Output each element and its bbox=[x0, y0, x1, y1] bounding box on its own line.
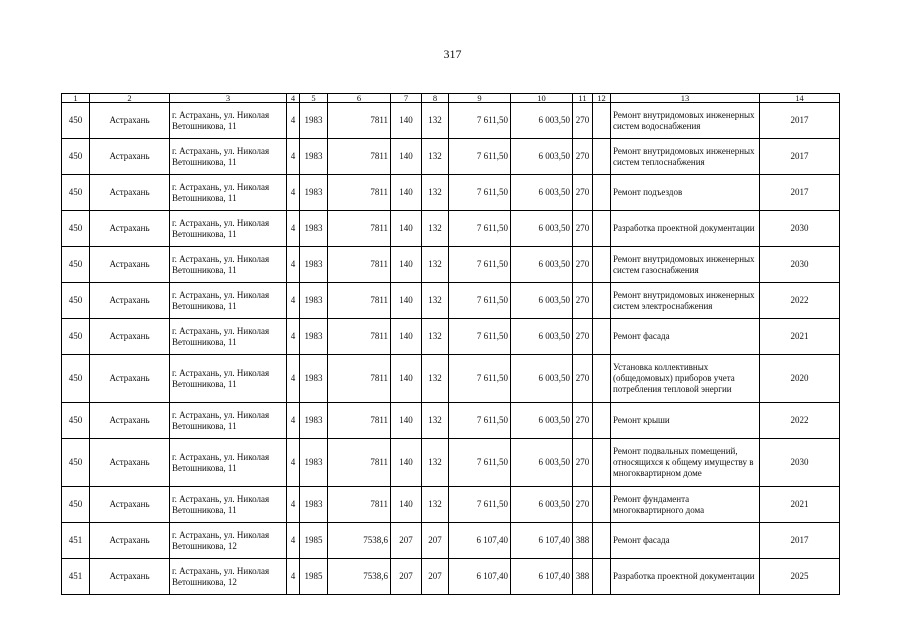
column-8-cell: 132 bbox=[422, 487, 449, 523]
address-cell: г. Астрахань, ул. Николая Ветошникова, 11 bbox=[170, 403, 287, 439]
work-type-cell: Ремонт фасада bbox=[611, 523, 760, 559]
table-row bbox=[62, 283, 840, 319]
row-number-cell: 450 bbox=[62, 283, 90, 319]
column-9-cell: 7 611,50 bbox=[449, 487, 511, 523]
row-number-cell: 450 bbox=[62, 139, 90, 175]
address-cell: г. Астрахань, ул. Николая Ветошникова, 11 bbox=[170, 247, 287, 283]
column-12-cell bbox=[593, 559, 611, 595]
work-type-cell: Установка коллективных (общедомовых) приборов учета потребления тепловой энергии bbox=[611, 355, 760, 403]
floors-cell: 4 bbox=[287, 559, 300, 595]
city-cell: Астрахань bbox=[90, 283, 170, 319]
area-cell: 7811 bbox=[328, 355, 391, 403]
column-11-cell: 270 bbox=[573, 175, 593, 211]
column-10-cell: 6 107,40 bbox=[511, 523, 573, 559]
year-cell: 1983 bbox=[300, 139, 328, 175]
year-cell: 1983 bbox=[300, 175, 328, 211]
column-7-cell: 140 bbox=[391, 175, 422, 211]
column-7-cell: 140 bbox=[391, 139, 422, 175]
plan-year-cell: 2025 bbox=[760, 559, 840, 595]
floors-cell: 4 bbox=[287, 403, 300, 439]
column-10-cell: 6 107,40 bbox=[511, 559, 573, 595]
column-12-cell bbox=[593, 103, 611, 139]
column-number: 4 bbox=[287, 94, 300, 103]
column-8-cell: 132 bbox=[422, 103, 449, 139]
city-cell: Астрахань bbox=[90, 319, 170, 355]
column-number: 8 bbox=[422, 94, 449, 103]
address-cell: г. Астрахань, ул. Николая Ветошникова, 12 bbox=[170, 523, 287, 559]
plan-year-cell: 2022 bbox=[760, 283, 840, 319]
column-number: 3 bbox=[170, 94, 287, 103]
area-cell: 7538,6 bbox=[328, 523, 391, 559]
column-8-cell: 207 bbox=[422, 559, 449, 595]
column-10-cell: 6 003,50 bbox=[511, 103, 573, 139]
column-12-cell bbox=[593, 523, 611, 559]
column-8-cell: 132 bbox=[422, 211, 449, 247]
row-number-cell: 450 bbox=[62, 175, 90, 211]
address-cell: г. Астрахань, ул. Николая Ветошникова, 11 bbox=[170, 139, 287, 175]
work-type-cell: Ремонт внутридомовых инженерных систем газоснабжения bbox=[611, 247, 760, 283]
column-number: 12 bbox=[593, 94, 611, 103]
column-11-cell: 270 bbox=[573, 319, 593, 355]
column-number: 7 bbox=[391, 94, 422, 103]
city-cell: Астрахань bbox=[90, 211, 170, 247]
year-cell: 1983 bbox=[300, 355, 328, 403]
work-type-cell: Ремонт подвальных помещений, относящихся к общему имуществу в многоквартирном доме bbox=[611, 439, 760, 487]
plan-year-cell: 2030 bbox=[760, 247, 840, 283]
column-9-cell: 6 107,40 bbox=[449, 559, 511, 595]
year-cell: 1985 bbox=[300, 523, 328, 559]
work-type-cell: Ремонт фасада bbox=[611, 319, 760, 355]
table-row bbox=[62, 439, 840, 487]
floors-cell: 4 bbox=[287, 103, 300, 139]
address-cell: г. Астрахань, ул. Николая Ветошникова, 11 bbox=[170, 319, 287, 355]
floors-cell: 4 bbox=[287, 211, 300, 247]
column-12-cell bbox=[593, 355, 611, 403]
table-row bbox=[62, 175, 840, 211]
year-cell: 1983 bbox=[300, 403, 328, 439]
table-row bbox=[62, 319, 840, 355]
plan-year-cell: 2030 bbox=[760, 211, 840, 247]
work-type-cell: Разработка проектной документации bbox=[611, 559, 760, 595]
column-11-cell: 270 bbox=[573, 139, 593, 175]
address-cell: г. Астрахань, ул. Николая Ветошникова, 12 bbox=[170, 559, 287, 595]
table-row bbox=[62, 487, 840, 523]
column-12-cell bbox=[593, 139, 611, 175]
column-11-cell: 270 bbox=[573, 355, 593, 403]
year-cell: 1983 bbox=[300, 247, 328, 283]
city-cell: Астрахань bbox=[90, 103, 170, 139]
city-cell: Астрахань bbox=[90, 175, 170, 211]
row-number-cell: 450 bbox=[62, 247, 90, 283]
column-9-cell: 7 611,50 bbox=[449, 355, 511, 403]
area-cell: 7811 bbox=[328, 439, 391, 487]
column-8-cell: 207 bbox=[422, 523, 449, 559]
column-12-cell bbox=[593, 487, 611, 523]
area-cell: 7811 bbox=[328, 103, 391, 139]
table-row bbox=[62, 559, 840, 595]
column-8-cell: 132 bbox=[422, 355, 449, 403]
area-cell: 7811 bbox=[328, 139, 391, 175]
table-body bbox=[62, 103, 840, 595]
column-7-cell: 140 bbox=[391, 103, 422, 139]
work-type-cell: Ремонт фундамента многоквартирного дома bbox=[611, 487, 760, 523]
column-12-cell bbox=[593, 211, 611, 247]
plan-year-cell: 2017 bbox=[760, 103, 840, 139]
row-number-cell: 450 bbox=[62, 103, 90, 139]
area-cell: 7811 bbox=[328, 283, 391, 319]
year-cell: 1983 bbox=[300, 283, 328, 319]
row-number-cell: 450 bbox=[62, 211, 90, 247]
column-9-cell: 7 611,50 bbox=[449, 103, 511, 139]
column-number: 10 bbox=[511, 94, 573, 103]
table-row bbox=[62, 247, 840, 283]
column-8-cell: 132 bbox=[422, 175, 449, 211]
column-number: 13 bbox=[611, 94, 760, 103]
area-cell: 7811 bbox=[328, 175, 391, 211]
column-number: 9 bbox=[449, 94, 511, 103]
column-10-cell: 6 003,50 bbox=[511, 139, 573, 175]
floors-cell: 4 bbox=[287, 439, 300, 487]
column-8-cell: 132 bbox=[422, 247, 449, 283]
column-number: 2 bbox=[90, 94, 170, 103]
table-row bbox=[62, 103, 840, 139]
column-number: 14 bbox=[760, 94, 840, 103]
floors-cell: 4 bbox=[287, 247, 300, 283]
work-type-cell: Разработка проектной документации bbox=[611, 211, 760, 247]
column-8-cell: 132 bbox=[422, 283, 449, 319]
plan-year-cell: 2017 bbox=[760, 175, 840, 211]
work-type-cell: Ремонт внутридомовых инженерных систем электроснабжения bbox=[611, 283, 760, 319]
address-cell: г. Астрахань, ул. Николая Ветошникова, 11 bbox=[170, 487, 287, 523]
year-cell: 1983 bbox=[300, 439, 328, 487]
column-number: 6 bbox=[328, 94, 391, 103]
row-number-cell: 450 bbox=[62, 355, 90, 403]
year-cell: 1983 bbox=[300, 211, 328, 247]
column-7-cell: 140 bbox=[391, 439, 422, 487]
column-10-cell: 6 003,50 bbox=[511, 283, 573, 319]
column-12-cell bbox=[593, 175, 611, 211]
floors-cell: 4 bbox=[287, 355, 300, 403]
year-cell: 1983 bbox=[300, 487, 328, 523]
column-11-cell: 270 bbox=[573, 247, 593, 283]
city-cell: Астрахань bbox=[90, 139, 170, 175]
city-cell: Астрахань bbox=[90, 439, 170, 487]
floors-cell: 4 bbox=[287, 319, 300, 355]
plan-year-cell: 2020 bbox=[760, 355, 840, 403]
address-cell: г. Астрахань, ул. Николая Ветошникова, 11 bbox=[170, 175, 287, 211]
table-row bbox=[62, 211, 840, 247]
column-8-cell: 132 bbox=[422, 139, 449, 175]
column-number: 5 bbox=[300, 94, 328, 103]
column-11-cell: 270 bbox=[573, 283, 593, 319]
column-8-cell: 132 bbox=[422, 319, 449, 355]
column-8-cell: 132 bbox=[422, 403, 449, 439]
plan-year-cell: 2021 bbox=[760, 319, 840, 355]
address-cell: г. Астрахань, ул. Николая Ветошникова, 11 bbox=[170, 283, 287, 319]
floors-cell: 4 bbox=[287, 523, 300, 559]
column-7-cell: 140 bbox=[391, 211, 422, 247]
area-cell: 7811 bbox=[328, 487, 391, 523]
area-cell: 7811 bbox=[328, 319, 391, 355]
column-9-cell: 7 611,50 bbox=[449, 403, 511, 439]
work-type-cell: Ремонт внутридомовых инженерных систем водоснабжения bbox=[611, 103, 760, 139]
plan-year-cell: 2021 bbox=[760, 487, 840, 523]
page-number: 317 bbox=[443, 47, 462, 61]
city-cell: Астрахань bbox=[90, 247, 170, 283]
address-cell: г. Астрахань, ул. Николая Ветошникова, 11 bbox=[170, 103, 287, 139]
column-7-cell: 207 bbox=[391, 523, 422, 559]
column-7-cell: 140 bbox=[391, 403, 422, 439]
column-10-cell: 6 003,50 bbox=[511, 211, 573, 247]
row-number-cell: 450 bbox=[62, 319, 90, 355]
column-7-cell: 207 bbox=[391, 559, 422, 595]
floors-cell: 4 bbox=[287, 139, 300, 175]
plan-year-cell: 2017 bbox=[760, 139, 840, 175]
column-11-cell: 388 bbox=[573, 523, 593, 559]
city-cell: Астрахань bbox=[90, 487, 170, 523]
row-number-cell: 451 bbox=[62, 523, 90, 559]
capital-repair-table bbox=[61, 93, 840, 595]
row-number-cell: 451 bbox=[62, 559, 90, 595]
column-11-cell: 270 bbox=[573, 487, 593, 523]
column-11-cell: 270 bbox=[573, 403, 593, 439]
work-type-cell: Ремонт подъездов bbox=[611, 175, 760, 211]
column-12-cell bbox=[593, 403, 611, 439]
floors-cell: 4 bbox=[287, 175, 300, 211]
column-11-cell: 270 bbox=[573, 439, 593, 487]
table-row bbox=[62, 355, 840, 403]
table-row bbox=[62, 523, 840, 559]
column-8-cell: 132 bbox=[422, 439, 449, 487]
plan-year-cell: 2030 bbox=[760, 439, 840, 487]
area-cell: 7811 bbox=[328, 403, 391, 439]
column-9-cell: 7 611,50 bbox=[449, 319, 511, 355]
table-row bbox=[62, 139, 840, 175]
column-10-cell: 6 003,50 bbox=[511, 403, 573, 439]
plan-year-cell: 2017 bbox=[760, 523, 840, 559]
column-9-cell: 7 611,50 bbox=[449, 139, 511, 175]
column-number: 11 bbox=[573, 94, 593, 103]
work-type-cell: Ремонт крыши bbox=[611, 403, 760, 439]
column-12-cell bbox=[593, 319, 611, 355]
area-cell: 7538,6 bbox=[328, 559, 391, 595]
column-9-cell: 7 611,50 bbox=[449, 283, 511, 319]
column-11-cell: 270 bbox=[573, 211, 593, 247]
address-cell: г. Астрахань, ул. Николая Ветошникова, 11 bbox=[170, 439, 287, 487]
column-9-cell: 7 611,50 bbox=[449, 175, 511, 211]
column-9-cell: 6 107,40 bbox=[449, 523, 511, 559]
column-10-cell: 6 003,50 bbox=[511, 247, 573, 283]
column-7-cell: 140 bbox=[391, 355, 422, 403]
column-12-cell bbox=[593, 283, 611, 319]
city-cell: Астрахань bbox=[90, 355, 170, 403]
row-number-cell: 450 bbox=[62, 487, 90, 523]
column-12-cell bbox=[593, 247, 611, 283]
column-7-cell: 140 bbox=[391, 247, 422, 283]
column-11-cell: 270 bbox=[573, 103, 593, 139]
column-9-cell: 7 611,50 bbox=[449, 439, 511, 487]
column-11-cell: 388 bbox=[573, 559, 593, 595]
year-cell: 1985 bbox=[300, 559, 328, 595]
address-cell: г. Астрахань, ул. Николая Ветошникова, 11 bbox=[170, 355, 287, 403]
column-number: 1 bbox=[62, 94, 90, 103]
floors-cell: 4 bbox=[287, 487, 300, 523]
work-type-cell: Ремонт внутридомовых инженерных систем теплоснабжения bbox=[611, 139, 760, 175]
column-10-cell: 6 003,50 bbox=[511, 439, 573, 487]
column-7-cell: 140 bbox=[391, 283, 422, 319]
plan-year-cell: 2022 bbox=[760, 403, 840, 439]
column-9-cell: 7 611,50 bbox=[449, 211, 511, 247]
column-9-cell: 7 611,50 bbox=[449, 247, 511, 283]
column-number-row bbox=[62, 94, 840, 103]
column-10-cell: 6 003,50 bbox=[511, 175, 573, 211]
floors-cell: 4 bbox=[287, 283, 300, 319]
table-row bbox=[62, 403, 840, 439]
column-7-cell: 140 bbox=[391, 487, 422, 523]
year-cell: 1983 bbox=[300, 103, 328, 139]
row-number-cell: 450 bbox=[62, 439, 90, 487]
city-cell: Астрахань bbox=[90, 403, 170, 439]
year-cell: 1983 bbox=[300, 319, 328, 355]
column-7-cell: 140 bbox=[391, 319, 422, 355]
area-cell: 7811 bbox=[328, 247, 391, 283]
column-10-cell: 6 003,50 bbox=[511, 355, 573, 403]
city-cell: Астрахань bbox=[90, 523, 170, 559]
column-10-cell: 6 003,50 bbox=[511, 319, 573, 355]
column-10-cell: 6 003,50 bbox=[511, 487, 573, 523]
address-cell: г. Астрахань, ул. Николая Ветошникова, 11 bbox=[170, 211, 287, 247]
row-number-cell: 450 bbox=[62, 403, 90, 439]
area-cell: 7811 bbox=[328, 211, 391, 247]
city-cell: Астрахань bbox=[90, 559, 170, 595]
column-12-cell bbox=[593, 439, 611, 487]
